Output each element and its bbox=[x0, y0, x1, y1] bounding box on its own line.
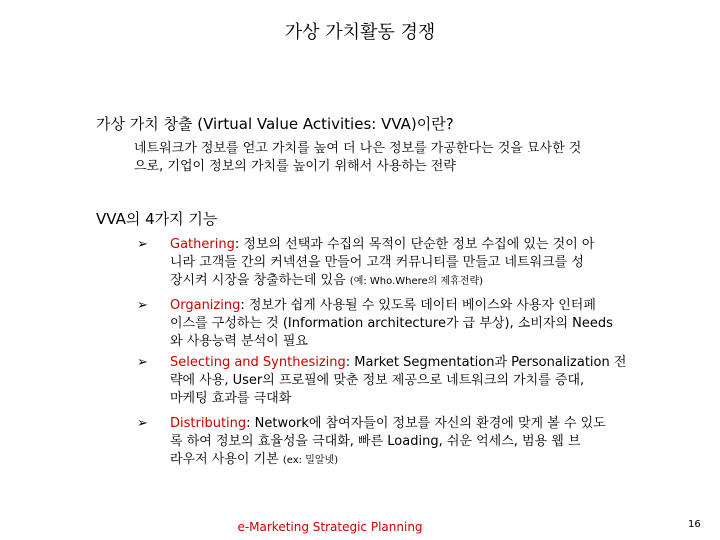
bullet-arrow-icon: ➢ bbox=[137, 298, 148, 313]
item-text: : 정보의 선택과 수집의 목적이 단순한 정보 수집에 있는 것이 아 bbox=[234, 237, 595, 252]
item-text: : Network에 참여자들이 정보를 자신의 환경에 맞게 볼 수 있도 bbox=[246, 416, 606, 431]
vva-definition-heading: 가상 가치 창출 (Virtual Value Activities: VVA)이란? bbox=[96, 115, 454, 133]
item-example: (ex: 밀알넷) bbox=[282, 455, 339, 466]
page-number: 16 bbox=[688, 519, 701, 530]
item-example: (예: Who.Where의 제휴전략) bbox=[349, 276, 484, 287]
vva-functions-heading: VVA의 4가지 기능 bbox=[96, 210, 218, 228]
bullet-arrow-icon: ➢ bbox=[137, 237, 148, 252]
item-text: : 정보가 쉽게 사용될 수 있도록 데이터 베이스와 사용자 인터페 bbox=[240, 298, 596, 313]
bullet-arrow-icon: ➢ bbox=[137, 355, 148, 370]
definition-line: 네트워크가 정보를 얻고 가치를 높여 더 나은 정보를 가공한다는 것을 묘사한 것 bbox=[134, 141, 582, 156]
item-text: 략에 사용, User의 프로필에 맞춘 정보 제공으로 네트워크의 가치를 증대, bbox=[170, 373, 585, 388]
bullet-arrow-icon: ➢ bbox=[137, 416, 148, 431]
vva-definition-text bbox=[134, 140, 581, 176]
item-text: 이스를 구성하는 것 (Information architecture가 급 부상), 소비자의 Needs bbox=[170, 316, 613, 331]
keyword-distributing: Distributing bbox=[170, 416, 247, 431]
item-text: 라우저 사용이 기본 bbox=[170, 452, 279, 467]
item-text: 장시켜 시장을 창출하는데 있음 bbox=[170, 273, 346, 288]
item-text: 와 사용능력 분석이 필요 bbox=[170, 334, 308, 349]
footer-text: e-Marketing Strategic Planning bbox=[237, 520, 423, 534]
keyword-gathering: Gathering bbox=[170, 237, 235, 252]
list-item-distributing bbox=[170, 415, 606, 470]
slide-title: 가상 가치활동 경쟁 bbox=[284, 22, 436, 43]
list-item-gathering bbox=[170, 236, 594, 291]
item-text: 니라 고객들 간의 커넥션을 만들어 고객 커뮤니티를 만들고 네트워크를 성 bbox=[170, 255, 584, 270]
item-text: : Market Segmentation과 Personalization 전 bbox=[345, 355, 627, 370]
list-item-selecting bbox=[170, 354, 626, 408]
keyword-organizing: Organizing bbox=[170, 298, 241, 313]
item-text: 록 하여 정보의 효율성을 극대화, 빠른 Loading, 쉬운 억세스, 범용 웹 브 bbox=[170, 434, 581, 449]
keyword-selecting: Selecting and Synthesizing bbox=[170, 355, 346, 370]
list-item-organizing bbox=[170, 297, 613, 351]
definition-line: 으로, 기업이 정보의 가치를 높이기 위해서 사용하는 전략 bbox=[134, 159, 456, 174]
item-text: 마케팅 효과를 극대화 bbox=[170, 391, 292, 406]
